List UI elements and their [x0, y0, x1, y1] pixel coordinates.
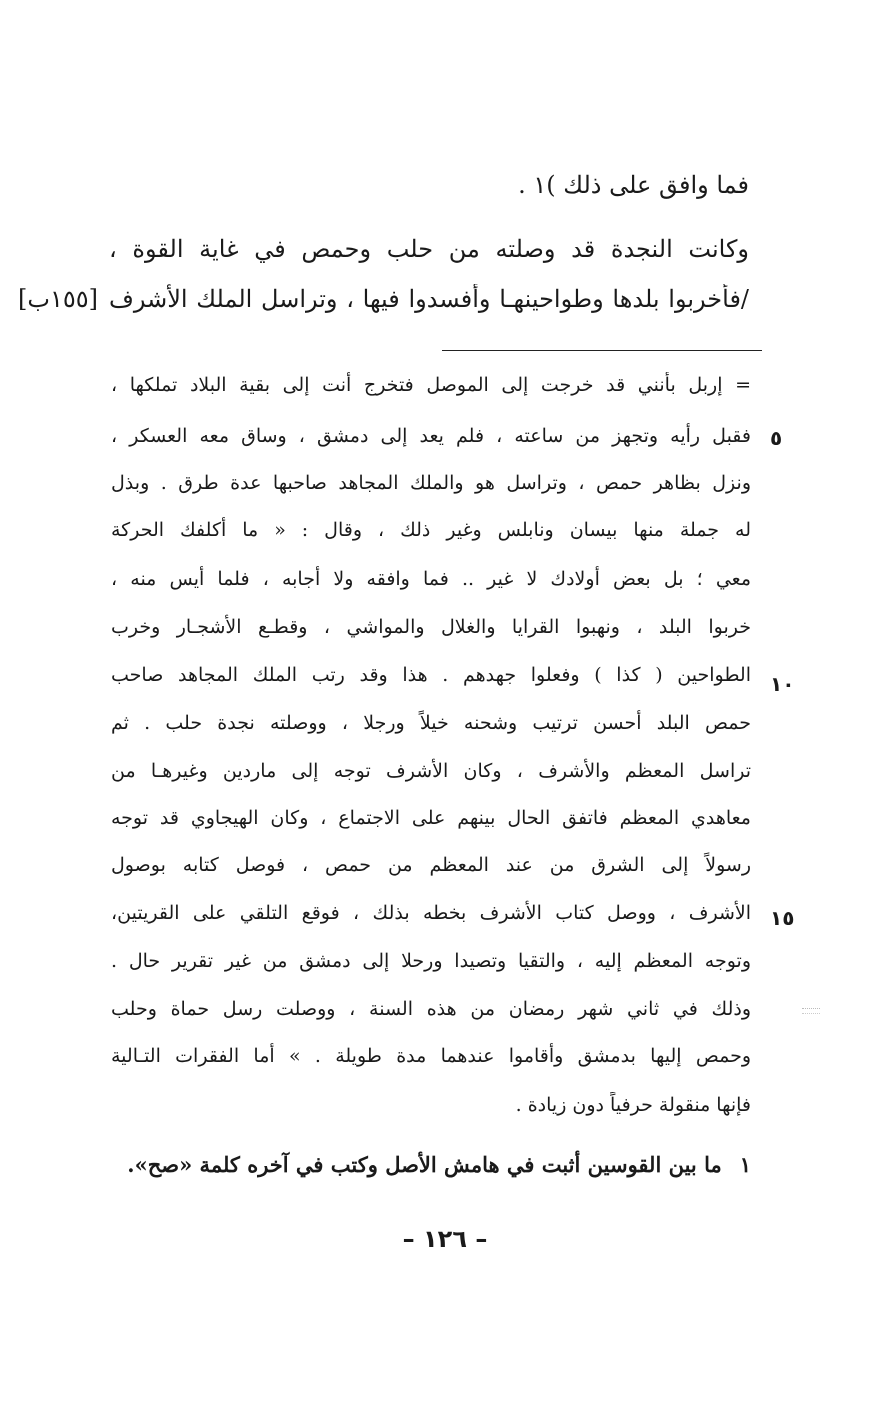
margin-speck [802, 1008, 820, 1014]
note-line-8: حمص البلد أحسن ترتيب وشحنه خيلاً ورجلا ، ووصلته نجدة حلب . ثم [111, 712, 751, 734]
note-line-14: وذلك في ثاني شهر رمضان من هذه السنة ، ووصلت رسل حماة وحلب [111, 998, 751, 1020]
note-line-3: ونزل بظاهر حمص ، وتراسل هو والملك المجاهد صاحبها عدة طرق . وبذل [111, 472, 751, 494]
footnote [111, 1150, 751, 1180]
note-line-2: فقبل رأيه وتجهز من ساعته ، فلم يعد إلى دمشق ، وساق معه العسكر ، [111, 425, 751, 447]
note-line-12: الأشرف ، ووصل كتاب الأشرف بخطه بذلك ، فوقع التلقي على القريتين، [111, 902, 751, 924]
main-text-line-3: /فأخربوا بلدها وطواحينهـا وأفسدوا فيها ، وتراسل الملك الأشرف [109, 285, 749, 313]
note-line-1: = إربل بأنني قد خرجت إلى الموصل فتخرج أنت إلى بقية البلاد تملكها ، [111, 374, 751, 396]
main-text-line-2: وكانت النجدة قد وصلته من حلب وحمص في غاية القوة ، [109, 235, 749, 263]
main-text-line-1: فما وافق على ذلك )١ . [518, 171, 749, 199]
note-line-9: تراسل المعظم والأشرف ، وكان الأشرف توجه إلى ماردين وغيرهـا من [111, 760, 751, 782]
footnote-text: ما بين القوسين أثبت في هامش الأصل وكتب في آخره كلمة «صح». [127, 1152, 722, 1177]
note-line-15: وحمص إليها بدمشق وأقاموا عندهما مدة طويلة . » أما الفقرات التـالية [111, 1045, 751, 1067]
footnote-number: ١ [739, 1152, 751, 1177]
note-line-11: رسولاً إلى الشرق من عند المعظم من حمص ، فوصل كتابه بوصول [111, 854, 751, 876]
note-line-6: خربوا البلد ، ونهبوا القرايا والغلال والمواشي ، وقطـع الأشجـار وخرب [111, 616, 751, 638]
line-number-15: ١٥ [770, 906, 795, 930]
folio-marker: [١٥٥ب] [18, 285, 99, 313]
line-number-5: ٥ [770, 426, 783, 450]
note-line-4: له جملة منها بيسان ونابلس وغير ذلك ، وقال : « ما أكلفك الحركة [111, 519, 751, 541]
separator-rule [442, 350, 762, 351]
line-number-10: ١٠ [770, 672, 795, 696]
note-line-10: معاهدي المعظم فاتفق الحال بينهم على الاجتماع ، وكان الهيجاوي قد توجه [111, 807, 751, 829]
note-line-7: الطواحين ( كذا ) وفعلوا جهدهم . هذا وقد رتب الملك المجاهد صاحب [111, 664, 751, 686]
note-line-16: فإنها منقولة حرفياً دون زيادة . [515, 1094, 751, 1116]
note-line-13: وتوجه المعظم إليه ، والتقيا وتصيدا ورحلا إلى دمشق من غير تقرير حال . [111, 950, 751, 972]
note-line-5: معي ؛ بل بعض أولادك لا غير .. فما وافقه ولا أجابه ، فلما أيس منه ، [111, 568, 751, 590]
page-number: – ١٢٦ – [402, 1225, 488, 1253]
